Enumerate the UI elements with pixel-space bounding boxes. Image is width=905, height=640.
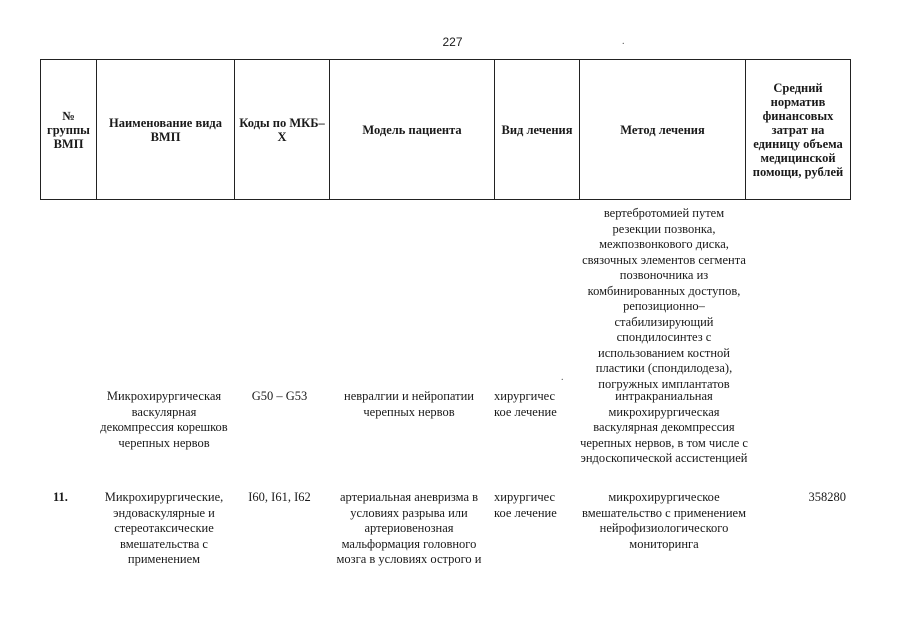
table-header <box>40 59 851 200</box>
header-name: Наименование вида ВМП <box>96 60 234 199</box>
row-2-name: Микрохирургические, эндоваскулярные и стереотаксические вмешательства с применением <box>104 490 224 566</box>
row-1-name: Микрохирургическая васкулярная декомпрессия корешков черепных нервов <box>100 389 228 450</box>
row-2-codes: I60, I61, I62 <box>248 490 311 504</box>
row-1-patient-model: невралгии и нейропатии черепных нервов <box>344 389 474 419</box>
header-codes: Коды по МКБ–Х <box>234 60 329 199</box>
row-1-treatment-type: хирургичес кое лечение <box>494 389 557 419</box>
scan-speck: . <box>622 36 625 47</box>
row-2-cost: 358280 <box>808 490 846 504</box>
row-1-codes: G50 – G53 <box>251 389 308 403</box>
header-treatment-method: Метод лечения <box>579 60 745 199</box>
header-cost: Средний норматив финансовых затрат на единицу объема медицинской помощи, рублей <box>745 60 850 199</box>
row-0-method: вертебротомией путем резекции позвонка, межпозвонкового диска, связочных элементов сегмента позвоночника из комбинированных доступов, репозиционно–стабилизирующий спондилосинтез с использованием костной пластики (спондилодеза), погружных имплантатов <box>582 206 746 391</box>
page-number: 227 <box>442 35 463 49</box>
header-group-no: № группы ВМП <box>47 108 90 151</box>
row-1-method: интракраниальная микрохирургическая васкулярная декомпрессия черепных нервов, в том числе с эндоскопической ассистенцией <box>580 389 748 465</box>
row-2-treatment-type: хирургичес кое лечение <box>494 490 557 520</box>
header-treatment-type: Вид лечения <box>494 60 579 199</box>
row-2-method: микрохирургическое вмешательство с применением нейрофизиологического мониторинга <box>582 490 746 551</box>
row-2-patient-model: артериальная аневризма в условиях разрыва или артериовенозная мальформация головного мозга в условиях острого и <box>336 490 482 566</box>
header-patient-model: Модель пациента <box>329 60 494 199</box>
row-2-group: 11. <box>53 490 68 504</box>
scan-speck: . <box>561 372 564 383</box>
